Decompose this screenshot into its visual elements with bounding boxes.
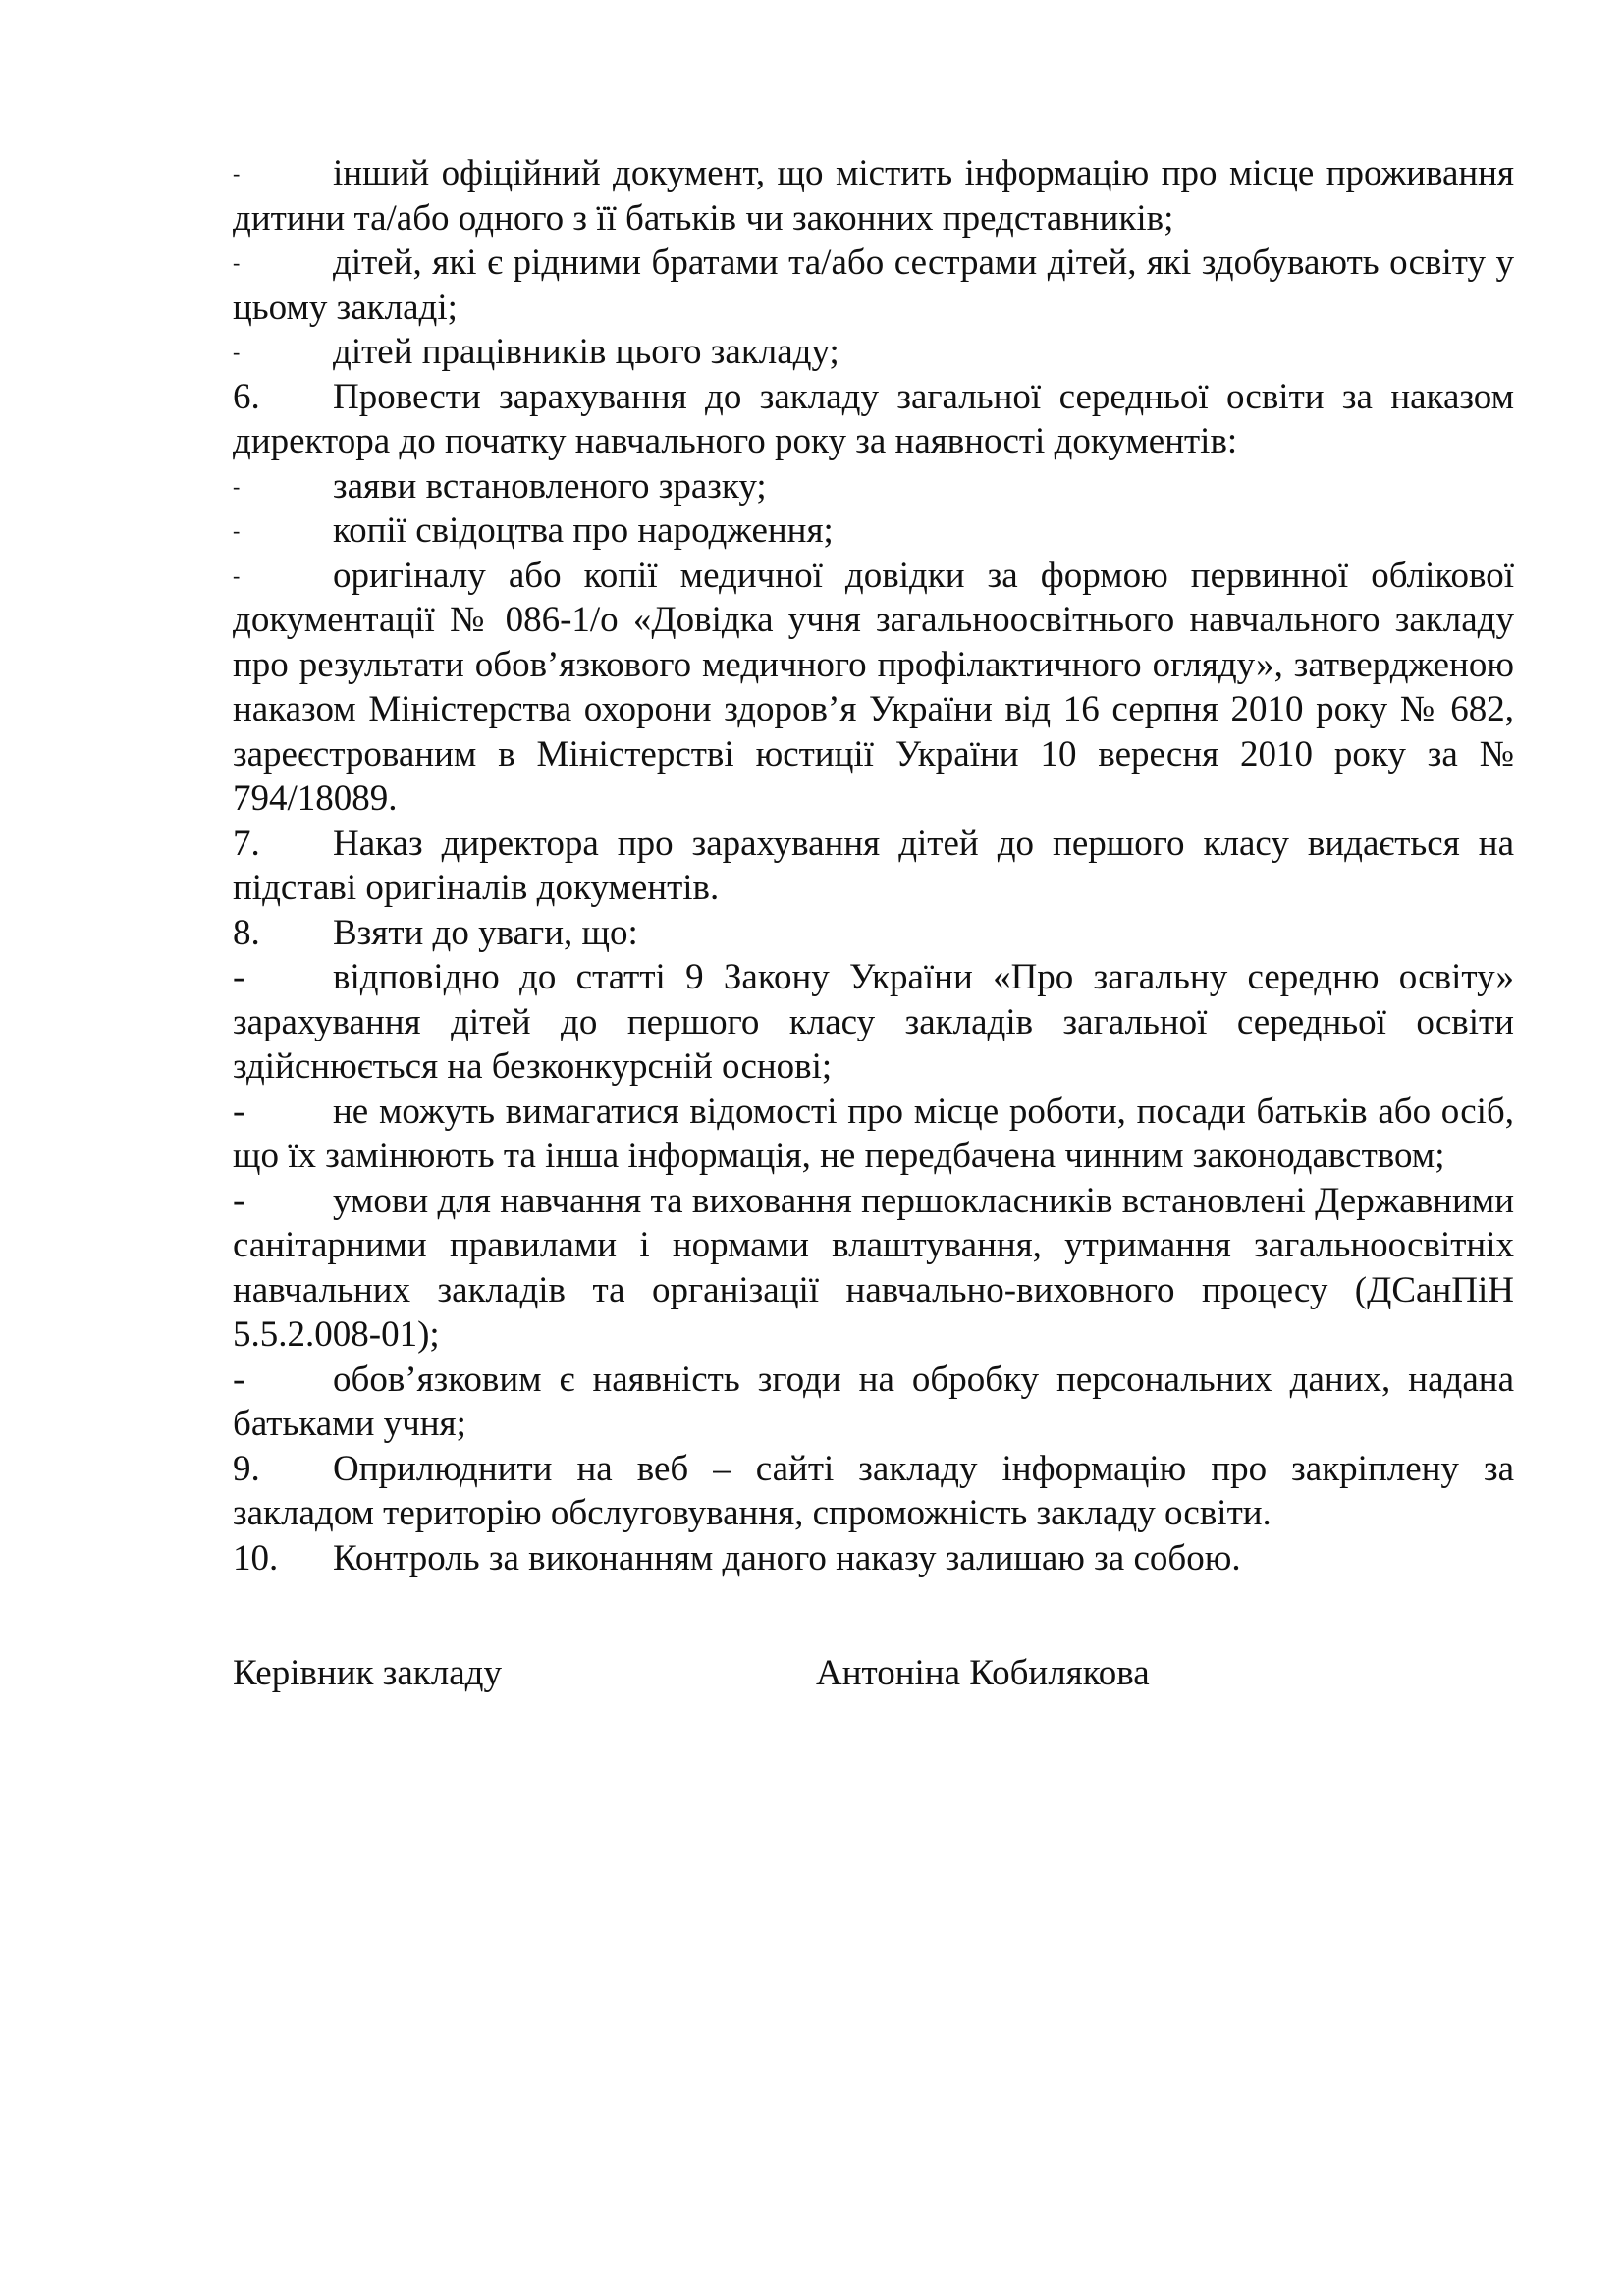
- list-item-text: дітей працівників цього закладу;: [333, 332, 839, 372]
- list-item: [233, 554, 1514, 822]
- list-item: [233, 375, 1514, 464]
- list-item: [233, 1179, 1514, 1358]
- list-marker: -: [233, 562, 241, 588]
- document-body: [233, 151, 1514, 1580]
- list-item: [233, 911, 1514, 956]
- list-marker: -: [233, 1091, 245, 1132]
- signature-role: Керівник закладу: [233, 1653, 502, 1693]
- list-item-text: заяви встановленого зразку;: [333, 465, 767, 507]
- list-item-text: дітей, які є рідними братами та/або сестрами дітей, які здобувають освіту у цьому закладі;: [233, 242, 1514, 328]
- list-marker: -: [233, 250, 241, 275]
- list-marker: -: [233, 1359, 245, 1400]
- list-marker: 8.: [233, 912, 260, 953]
- list-item: [233, 151, 1514, 240]
- list-marker: -: [233, 518, 241, 543]
- list-item-text: умови для навчання та виховання першокласників встановлені Державними санітарними правилами і нормами влаштування, утримання загальноосвітніх навчальних закладів та організації навчально-виховного процесу (ДСанПіН 5.5.2.008-01);: [233, 1180, 1514, 1355]
- list-item-text: обов’язковим є наявність згоди на обробку персональних даних, надана батьками учня;: [233, 1359, 1514, 1444]
- list-item-text: оригіналу або копії медичної довідки за формою первинної облікової документації № 086-1/о «Довідка учня загальноосвітнього навчального закладу про результати обов’язкового медичного профілактичного огляду», затвердженою наказом Міністерства охорони здоров’я України від 16 серпня 2010 року № 682, зареєстрованим в Міністерстві юстиції України 10 вересня 2010 року за № 794/18089.: [233, 555, 1514, 819]
- list-item: [233, 1090, 1514, 1179]
- list-marker: -: [233, 957, 245, 997]
- list-item: [233, 1447, 1514, 1536]
- list-item: [233, 508, 1514, 554]
- list-item: [233, 240, 1514, 330]
- list-item: [233, 330, 1514, 375]
- signature-block: [233, 1651, 1514, 1696]
- list-item: [233, 1536, 1514, 1581]
- list-item-text: копії свідоцтва про народження;: [333, 510, 834, 551]
- list-item: [233, 822, 1514, 911]
- list-item-text: інший офіційний документ, що містить інформацію про місце проживання дитини та/або одного з її батьків чи законних представників;: [233, 153, 1514, 239]
- list-marker: -: [233, 473, 241, 499]
- list-item-text: відповідно до статті 9 Закону України «Про загальну середню освіту» зарахування дітей до першого класу закладів загальної середньої освіти здійснюється на безконкурсній основі;: [233, 957, 1514, 1087]
- list-marker: 10.: [233, 1537, 279, 1578]
- list-marker: 6.: [233, 376, 260, 417]
- list-marker: -: [233, 1180, 245, 1221]
- list-item: [233, 464, 1514, 509]
- list-item-text: Взяти до уваги, що:: [333, 912, 638, 953]
- list-item-text: Провести зарахування до закладу загальної середньої освіти за наказом директора до початку навчального року за наявності документів:: [233, 376, 1514, 461]
- list-marker: -: [233, 161, 241, 186]
- list-marker: 7.: [233, 823, 260, 864]
- list-item: [233, 955, 1514, 1090]
- signature-name: Антоніна Кобилякова: [816, 1653, 1150, 1693]
- list-item-text: не можуть вимагатися відомості про місце роботи, посади батьків або осіб, що їх замінюють та інша інформація, не передбачена чинним законодавством;: [233, 1091, 1514, 1176]
- list-marker: 9.: [233, 1448, 260, 1489]
- list-item-text: Контроль за виконанням даного наказу залишаю за собою.: [333, 1537, 1241, 1578]
- list-marker: -: [233, 340, 241, 364]
- list-item-text: Наказ директора про зарахування дітей до першого класу видається на підставі оригіналів документів.: [233, 823, 1514, 908]
- list-item-text: Оприлюднити на веб – сайті закладу інформацію про закріплену за закладом територію обслуговування, спроможність закладу освіти.: [233, 1448, 1514, 1533]
- list-item: [233, 1358, 1514, 1447]
